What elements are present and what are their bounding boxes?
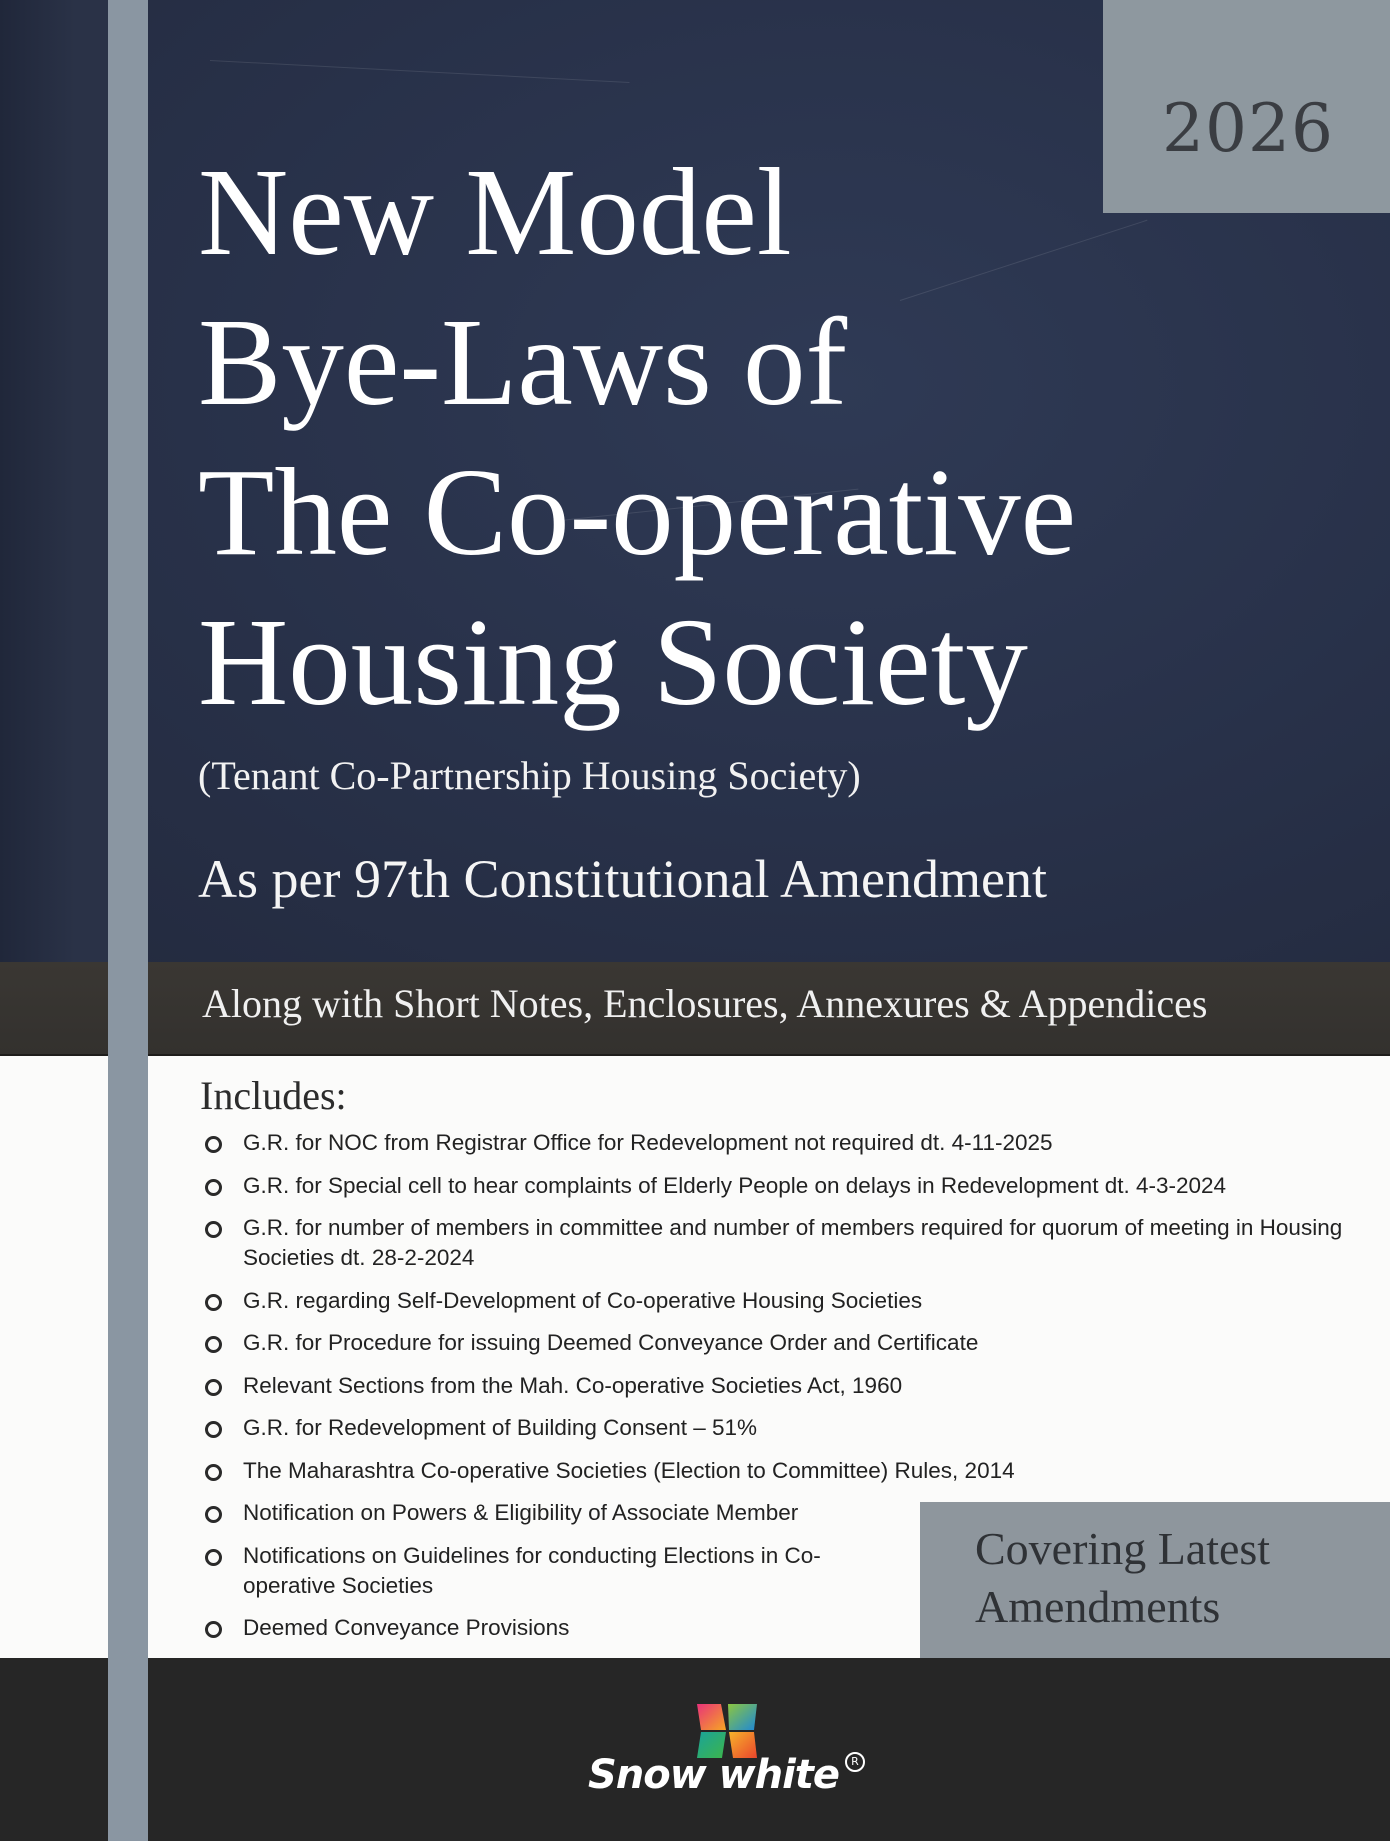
list-item-text: G.R. regarding Self-Development of Co-operative Housing Societies — [243, 1287, 923, 1313]
spine-stripe — [108, 0, 148, 1841]
list-item-text: G.R. for Redevelopment of Building Consent – 51% — [243, 1415, 758, 1440]
circle-bullet-icon — [205, 1379, 222, 1396]
circle-bullet-icon — [205, 1421, 222, 1438]
circle-bullet-icon — [205, 1179, 222, 1196]
includes-heading: Includes: — [200, 1073, 347, 1118]
snow-white-logo-icon — [697, 1704, 757, 1758]
list-item — [205, 1541, 883, 1601]
list-item — [205, 1328, 1365, 1358]
list-item — [205, 1128, 1365, 1158]
book-subtitle: (Tenant Co-Partnership Housing Society) — [198, 753, 861, 798]
left-edge-shading — [0, 0, 108, 962]
circle-bullet-icon — [205, 1294, 222, 1311]
circle-bullet-icon — [205, 1549, 222, 1566]
covering-amendments-text — [975, 1520, 1270, 1636]
publisher-footer — [0, 1658, 1390, 1841]
circle-bullet-icon — [205, 1506, 222, 1523]
circle-bullet-icon — [205, 1336, 222, 1353]
list-item — [205, 1456, 1365, 1486]
list-item-text: Relevant Sections from the Mah. Co-operative Societies Act, 1960 — [243, 1372, 903, 1398]
circle-bullet-icon — [205, 1621, 222, 1638]
circle-bullet-icon — [205, 1464, 222, 1481]
circle-bullet-icon — [205, 1221, 222, 1238]
list-item-text: G.R. for Special cell to hear complaints of Elderly People on delays in Redevelopment dt. 4-3-2024 — [243, 1172, 1227, 1198]
title-line-2: Bye-Laws of — [198, 294, 848, 432]
title-line-4: Housing Society — [198, 594, 1028, 732]
list-item — [205, 1286, 1365, 1316]
covering-line-1: Covering Latest — [975, 1523, 1271, 1574]
list-item-text: Deemed Conveyance Provisions — [243, 1615, 570, 1640]
circle-bullet-icon — [205, 1136, 222, 1153]
list-item-text: G.R. for number of members in committee and number of members required for quorum of meeting in Housing Societies dt. 28-2-2024 — [243, 1215, 1343, 1270]
list-item-text: Notifications on Guidelines for conducting Elections in Co-operative Societies — [243, 1542, 821, 1598]
title-line-1: New Model — [198, 144, 792, 282]
covering-line-2: Amendments — [975, 1581, 1221, 1632]
publisher-name: Snow white — [588, 1752, 840, 1798]
list-item — [205, 1613, 883, 1643]
registered-mark-icon: R — [845, 1752, 865, 1772]
list-item-text: G.R. for Procedure for issuing Deemed Conveyance Order and Certificate — [243, 1330, 979, 1355]
amendment-line: As per 97th Constitutional Amendment — [198, 849, 1047, 909]
list-item — [205, 1171, 1365, 1201]
list-item-text: The Maharashtra Co-operative Societies (Election to Committee) Rules, 2014 — [243, 1457, 1015, 1483]
title-line-3: The Co-operative — [198, 444, 1077, 582]
list-item — [205, 1371, 1365, 1401]
edition-year: 2026 — [1162, 90, 1334, 167]
band-text: Along with Short Notes, Enclosures, Annexures & Appendices — [202, 981, 1208, 1026]
list-item — [205, 1498, 883, 1528]
list-item — [205, 1213, 1365, 1273]
book-title — [198, 138, 1076, 738]
list-item — [205, 1413, 1365, 1443]
list-item-text: G.R. for NOC from Registrar Office for Redevelopment not required dt. 4-11-2025 — [243, 1130, 1053, 1155]
list-item-text: Notification on Powers & Eligibility of Associate Member — [243, 1500, 799, 1525]
